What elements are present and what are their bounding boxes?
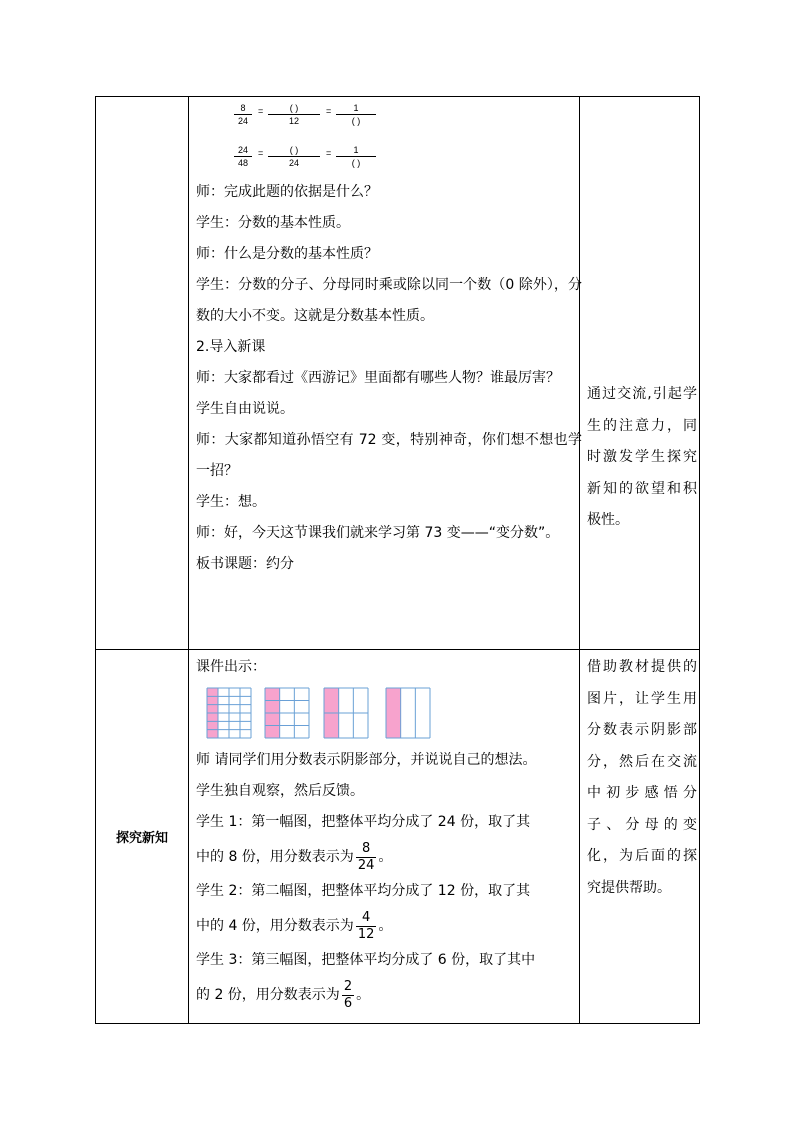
eq2-equals-2: = bbox=[326, 148, 332, 158]
row-divider bbox=[96, 649, 699, 650]
eq1-fraction-c: 1 ( ) bbox=[336, 103, 376, 126]
fraction-4-12: $\frac{4}{12}$ bbox=[357, 909, 375, 942]
design-note-1: 通过交流,引起学生的注意力，同时激发学生探究新知的欲望和积极性。 bbox=[587, 386, 697, 528]
fraction-figures bbox=[196, 687, 582, 743]
dialogue-line: 师：完成此题的依据是什么？ bbox=[196, 184, 378, 200]
fraction-2-6: $\frac{2}{6}$ bbox=[343, 978, 353, 1011]
equation-2 bbox=[196, 143, 582, 177]
eq1-fraction-b: ( ) 12 bbox=[268, 103, 320, 126]
board-title: 板书课题：约分 bbox=[196, 556, 294, 572]
dialogue-line: 学生：想。 bbox=[196, 494, 266, 510]
fraction-8-24: $\frac{8}{24}$ bbox=[357, 840, 375, 873]
student1-line-b: 中的 8 份，用分数表示为 $\frac{8}{24}$ 。 bbox=[196, 840, 393, 873]
eq1-fraction-a: 8 24 bbox=[234, 103, 252, 126]
column-divider-1 bbox=[188, 97, 189, 1023]
eq2-fraction-b: ( ) 24 bbox=[268, 145, 320, 168]
figure-6-parts bbox=[323, 687, 369, 739]
eq2-equals-1: = bbox=[258, 148, 264, 158]
courseware-intro: 课件出示： bbox=[196, 659, 266, 675]
design-note-2: 借助教材提供的图片，让学生用分数表示阴影部分，然后在交流中初步感悟分子、分母的变化，为后面的探究提供帮助。 bbox=[587, 659, 697, 896]
student3-line-a: 学生 3：第三幅图，把整体平均分成了 6 份，取了其中 bbox=[196, 952, 536, 968]
student3-line-b: 的 2 份，用分数表示为 $\frac{2}{6}$ 。 bbox=[196, 978, 371, 1011]
shaded-region bbox=[386, 688, 401, 738]
row2-content bbox=[196, 652, 582, 1022]
dialogue-line: 师：好，今天这节课我们就来学习第 73 变——“变分数”。 bbox=[196, 525, 560, 541]
subsection-heading: 2.导入新课 bbox=[196, 339, 266, 355]
dialogue-line: 学生自由说说。 bbox=[196, 401, 294, 417]
row1-content bbox=[196, 101, 582, 649]
student1-line-a: 学生 1：第一幅图，把整体平均分成了 24 份，取了其 bbox=[196, 814, 531, 830]
figure-3-parts bbox=[385, 687, 431, 739]
eq2-fraction-c: 1 ( ) bbox=[336, 145, 376, 168]
dialogue-line: 学生：分数的分子、分母同时乘或除以同一个数（0 除外），分数的大小不变。这就是分数基本性质。 bbox=[196, 277, 582, 324]
figure-12-parts bbox=[264, 687, 310, 739]
equation-1 bbox=[196, 101, 582, 143]
eq1-equals-2: = bbox=[326, 106, 332, 116]
student-observe: 学生独自观察，然后反馈。 bbox=[196, 783, 364, 799]
dialogue-line: 学生：分数的基本性质。 bbox=[196, 215, 350, 231]
eq2-fraction-a: 24 48 bbox=[234, 145, 252, 168]
student2-line-a: 学生 2：第二幅图，把整体平均分成了 12 份，取了其 bbox=[196, 883, 531, 899]
dialogue-line: 师：大家都看过《西游记》里面都有哪些人物？谁最厉害？ bbox=[196, 370, 560, 386]
student2-line-b: 中的 4 份，用分数表示为 $\frac{4}{12}$ 。 bbox=[196, 909, 393, 942]
section-label: 探究新知 bbox=[115, 831, 168, 846]
eq1-equals-1: = bbox=[258, 106, 264, 116]
lesson-table bbox=[95, 96, 700, 1024]
dialogue-line: 师：大家都知道孙悟空有 72 变，特别神奇，你们想不想也学一招？ bbox=[196, 432, 582, 479]
figure-24-parts bbox=[206, 687, 252, 739]
dialogue-line: 师：什么是分数的基本性质？ bbox=[196, 246, 378, 262]
teacher-prompt: 师 请同学们用分数表示阴影部分，并说说自己的想法。 bbox=[196, 752, 537, 768]
